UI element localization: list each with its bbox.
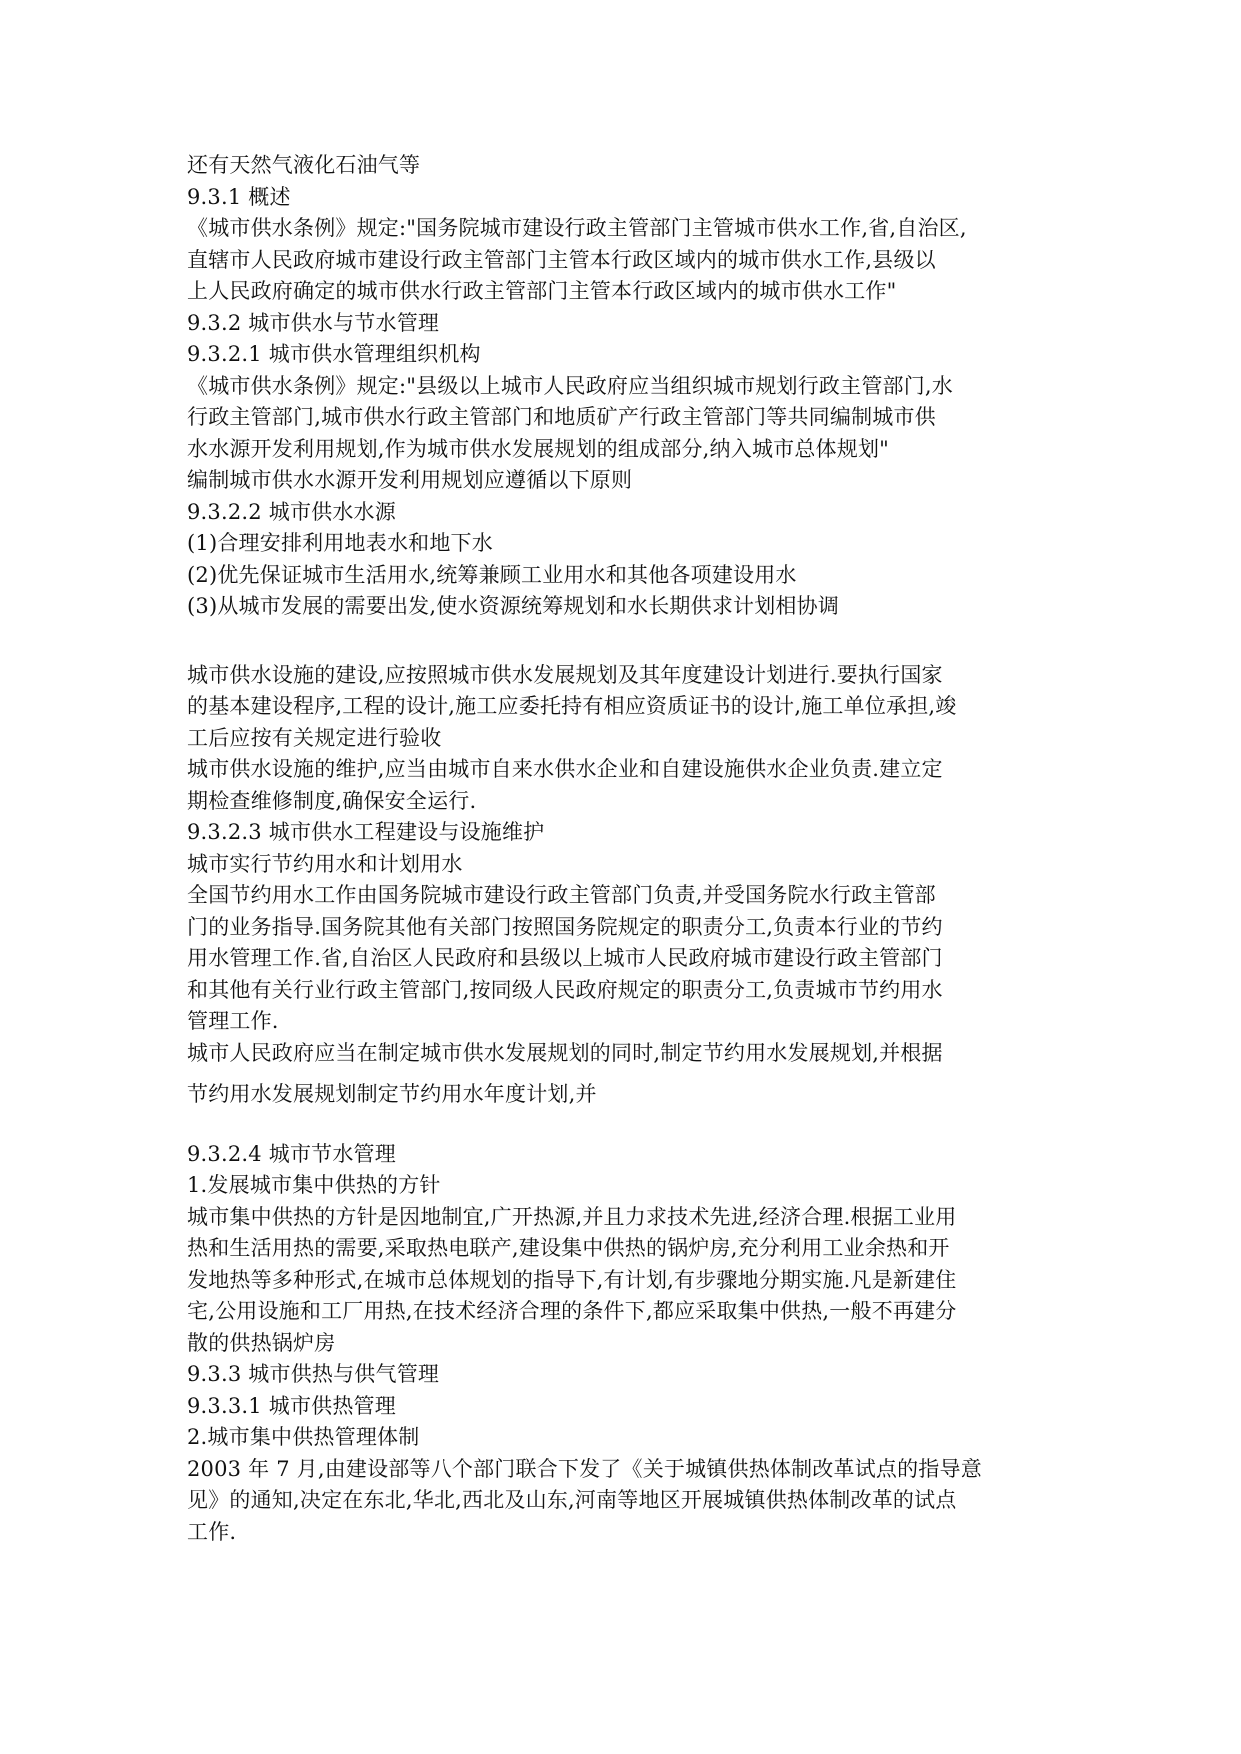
- text-line: 发地热等多种形式,在城市总体规划的指导下,有计划,有步骤地分期实施.凡是新建住: [187, 1267, 957, 1292]
- text-line: 还有天然气液化石油气等: [187, 153, 421, 177]
- text-line: 城市实行节约用水和计划用水: [187, 851, 463, 876]
- text-line: 1.发展城市集中供热的方针: [187, 1173, 441, 1197]
- text-line: (1)合理安排利用地表水和地下水: [187, 531, 493, 555]
- text-line: 直辖市人民政府城市建设行政主管部门主管本行政区域内的城市供水工作,县级以: [187, 247, 936, 272]
- text-line: 工后应按有关规定进行验收: [187, 725, 442, 750]
- text-line: 城市集中供热的方针是因地制宜,广开热源,并且力求技术先进,经济合理.根据工业用: [187, 1204, 957, 1229]
- text-line: 热和生活用热的需要,采取热电联产,建设集中供热的锅炉房,充分利用工业余热和开: [187, 1236, 950, 1260]
- paragraph-gap: [187, 1069, 1067, 1079]
- text-line: 水水源开发利用规划,作为城市供水发展规划的组成部分,纳入城市总体规划": [187, 436, 890, 461]
- document-page: [187, 150, 1067, 1548]
- text-line: 管理工作.: [187, 1009, 279, 1033]
- text-line: 9.3.2 城市供水与节水管理: [187, 310, 440, 335]
- document-block-a: [187, 150, 1067, 623]
- document-block-c: [187, 1079, 1067, 1111]
- text-line: 城市供水设施的维护,应当由城市自来水供水企业和自建设施供水企业负责.建立定: [187, 757, 943, 781]
- paragraph-gap: [187, 1111, 1067, 1139]
- paragraph-gap: [187, 623, 1067, 660]
- text-line: 城市供水设施的建设,应按照城市供水发展规划及其年度建设计划进行.要执行国家: [187, 662, 943, 687]
- text-line: 节约用水发展规划制定节约用水年度计划,并: [187, 1082, 597, 1106]
- text-line: 9.3.2.2 城市供水水源: [187, 499, 396, 524]
- text-line: 城市人民政府应当在制定城市供水发展规划的同时,制定节约用水发展规划,并根据: [187, 1040, 943, 1065]
- text-line: 全国节约用水工作由国务院城市建设行政主管部门负责,并受国务院水行政主管部: [187, 883, 936, 907]
- text-line: 见》的通知,决定在东北,华北,西北及山东,河南等地区开展城镇供热体制改革的试点: [187, 1488, 957, 1512]
- document-block-d: [187, 1139, 1067, 1549]
- text-line: 上人民政府确定的城市供水行政主管部门主管本行政区域内的城市供水工作": [187, 279, 897, 303]
- text-line: 行政主管部门,城市供水行政主管部门和地质矿产行政主管部门等共同编制城市供: [187, 405, 936, 429]
- text-line: 工作.: [187, 1519, 237, 1544]
- text-line: 2003 年 7 月,由建设部等八个部门联合下发了《关于城镇供热体制改革试点的指导意: [187, 1456, 982, 1481]
- text-line: 《城市供水条例》规定:"县级以上城市人民政府应当组织城市规划行政主管部门,水: [187, 373, 954, 398]
- text-line: (2)优先保证城市生活用水,统筹兼顾工业用水和其他各项建设用水: [187, 562, 797, 587]
- text-line: 编制城市供水水源开发利用规划应遵循以下原则: [187, 468, 633, 492]
- text-line: 9.3.3 城市供热与供气管理: [187, 1362, 440, 1386]
- text-line: 门的业务指导.国务院其他有关部门按照国务院规定的职责分工,负责本行业的节约: [187, 914, 943, 939]
- text-line: 9.3.3.1 城市供热管理: [187, 1393, 396, 1418]
- text-line: 散的供热锅炉房: [187, 1330, 336, 1355]
- text-line: 和其他有关行业行政主管部门,按同级人民政府规定的职责分工,负责城市节约用水: [187, 977, 943, 1002]
- document-block-b: [187, 660, 1067, 1070]
- text-line: 9.3.2.1 城市供水管理组织机构: [187, 342, 481, 366]
- text-line: 用水管理工作.省,自治区人民政府和县级以上城市人民政府城市建设行政主管部门: [187, 946, 943, 970]
- text-line: 宅,公用设施和工厂用热,在技术经济合理的条件下,都应采取集中供热,一般不再建分: [187, 1299, 957, 1323]
- text-line: 《城市供水条例》规定:"国务院城市建设行政主管部门主管城市供水工作,省,自治区,: [187, 216, 967, 240]
- text-line: 2.城市集中供热管理体制: [187, 1425, 420, 1449]
- text-line: 9.3.2.4 城市节水管理: [187, 1141, 396, 1166]
- text-line: 9.3.1 概述: [187, 184, 291, 209]
- text-line: (3)从城市发展的需要出发,使水资源统筹规划和水长期供求计划相协调: [187, 594, 840, 618]
- text-line: 期检查维修制度,确保安全运行.: [187, 788, 477, 813]
- text-line: 9.3.2.3 城市供水工程建设与设施维护: [187, 820, 545, 844]
- text-line: 的基本建设程序,工程的设计,施工应委托持有相应资质证书的设计,施工单位承担,竣: [187, 694, 957, 718]
